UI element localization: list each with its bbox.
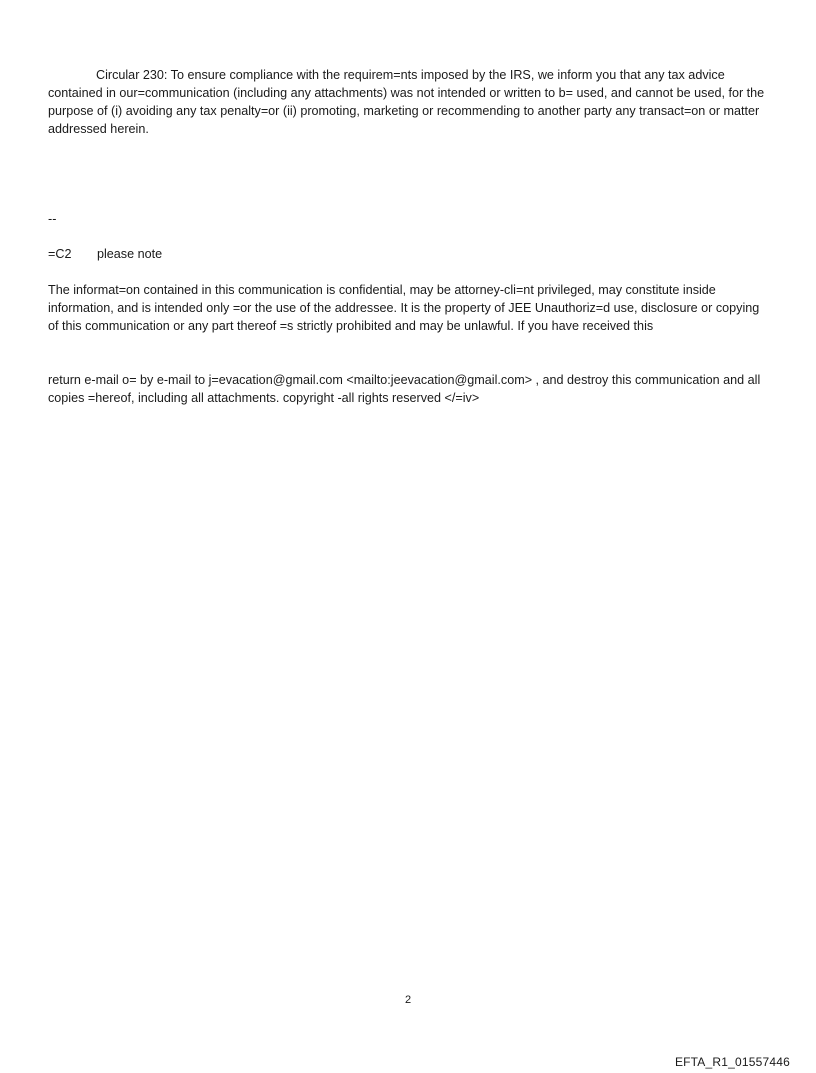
signature-separator: -- [48, 212, 57, 226]
return-email-paragraph: return e-mail o= by e-mail to j=evacation@gmail.com <mailto:jeevacation@gmail.com> , and destroy this communication and all copies =hereof, including all attachments. copyright -all rights reserved </=iv> [48, 373, 761, 405]
page-number: 2 [404, 994, 412, 1006]
bates-number: EFTA_R1_01557446 [674, 1055, 790, 1069]
encoding-artifact-code: =C2 [48, 247, 72, 261]
confidentiality-paragraph: The informat=on contained in this communication is confidential, may be attorney-cli=nt privileged, may constitute inside information, and is intended only =or the use of the addressee. It is the property of JEE Unauthoriz=d use, disclosure or copying of this communication or any part thereof =s strictly prohibited and may be unlawful. If you have received this [48, 283, 760, 333]
please-note-line [48, 245, 772, 263]
circular-230-paragraph: Circular 230: To ensure compliance with the requirem=nts imposed by the IRS, we inform you that any tax advice contained in our=communication (including any attachments) was not intended or written to b= used, and cannot be used, for the purpose of (i) avoiding any tax penalty=or (ii) promoting, marketing or recommending to another party any transact=on or matter addressed herein. [48, 68, 765, 136]
please-note-label: please note [97, 247, 163, 261]
